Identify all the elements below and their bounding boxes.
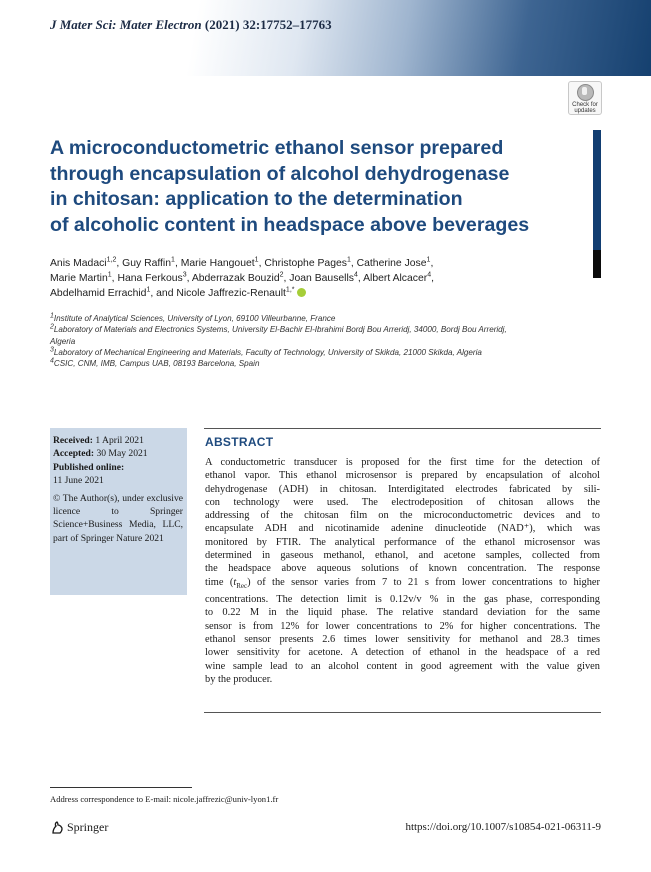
orcid-icon[interactable] bbox=[297, 288, 306, 297]
author-affiliation: 1 bbox=[426, 256, 431, 264]
accepted-line: Accepted: 30 May 2021 bbox=[53, 448, 148, 460]
author-line: Marie Martin$^1$, Hana Ferkous$^3$, Abderrazak Bouzid$^2$, Joan Bausells$^4$, Albert Alcacer$^4$, bbox=[50, 271, 435, 284]
affiliation: $^3$Laboratory of Mechanical Engineering and Materials, Faculty of Technology, University of Skikda, 21000 Skikda, Algeria bbox=[50, 346, 482, 357]
abstract-line: addressing of the chitosan film on the microconductometric devices and to bbox=[205, 510, 600, 522]
author-line: Abdelhamid Errachid$^1$, and Nicole Jaffrezic-Renault$^{1,*}$ bbox=[50, 286, 590, 301]
affiliation: $^1$Institute of Analytical Sciences, University of Lyon, 69100 Villeurbanne, France bbox=[50, 312, 336, 323]
author-name[interactable]: Abderrazak Bouzid bbox=[191, 273, 280, 284]
side-accent-bar bbox=[593, 130, 601, 250]
abstract-line: encapsulate ADH and nicotinamide adenine dinucleotide (NAD⁺), which was bbox=[205, 523, 600, 535]
author-affiliation: 4 bbox=[427, 271, 432, 279]
author-name[interactable]: Catherine Jose bbox=[356, 258, 427, 269]
abstract-line: wine sample lead to an alcohol content in good agreement with the value given bbox=[205, 660, 600, 672]
header-band bbox=[0, 0, 651, 76]
author-name[interactable]: Marie Hangouet bbox=[180, 258, 255, 269]
abstract-line: lower sensitivity for acetone. A detection of ethanol in the headspace of a red bbox=[205, 647, 600, 659]
abstract-line: the headspace above aqueous solutions of known concentration. The response bbox=[205, 563, 600, 575]
title-line: of alcoholic content in headspace above beverages bbox=[50, 213, 530, 236]
author-line: Anis Madaci$^{1,2}$, Guy Raffin$^1$, Marie Hangouet$^1$, Christophe Pages$^1$, Catherine Jose$^1$, bbox=[50, 256, 434, 269]
publisher-logo bbox=[50, 820, 108, 835]
springer-horse-icon bbox=[50, 821, 64, 835]
abstract-bottom-rule bbox=[204, 712, 601, 713]
abstract-line: determined in gaseous methanol, ethanol, and acetone samples, collected from bbox=[205, 550, 600, 562]
author-list bbox=[50, 256, 590, 301]
author-name[interactable]: Anis Madaci bbox=[50, 258, 107, 269]
author-affiliation: 3 bbox=[182, 271, 187, 279]
published-date: 11 June 2021 bbox=[53, 475, 104, 487]
doi-link[interactable]: https://doi.org/10.1007/s10854-021-06311-9 bbox=[405, 821, 601, 833]
author-affiliation: 2 bbox=[279, 271, 284, 279]
abstract-line: con technology were used. The electrodeposition of chitosan allows the bbox=[205, 496, 600, 508]
abstract-line: ethanol vapor. This ethanol microsensor is prepared by encapsulation of alcohol bbox=[205, 470, 600, 482]
author-affiliation: 1,2 bbox=[106, 256, 117, 264]
author-affiliation: 1 bbox=[171, 256, 175, 264]
license-note: © The Author(s), under exclusive licence to Springer Science+Business Media, LLC, part of Springer Nature 2021 bbox=[53, 492, 183, 544]
title-line: A microconductometric ethanol sensor prepared bbox=[50, 137, 504, 159]
journal-citation bbox=[50, 17, 332, 33]
abstract-line: dehydrogenase (ADH) in chitosan. Interdigitated electrodes fabricated by sili- bbox=[205, 483, 600, 495]
author-name[interactable]: Christophe Pages bbox=[264, 258, 347, 269]
abstract-text bbox=[205, 456, 600, 686]
abstract-line: monitored by FTIR. The analytical performance of the ethanol microsensor was bbox=[205, 536, 600, 548]
article-title bbox=[50, 136, 580, 238]
author-name[interactable]: Abdelhamid Errachid bbox=[50, 288, 147, 299]
received-line: Received: 1 April 2021 bbox=[53, 435, 144, 446]
author-name[interactable]: Nicole Jaffrezic-Renault bbox=[176, 288, 286, 299]
abstract-line: by the producer. bbox=[205, 673, 273, 685]
abstract-line: sensor is from 12% for lower concentrations to 2% for higher concentrations. The bbox=[205, 620, 600, 632]
journal-issue: (2021) 32:17752–17763 bbox=[204, 17, 332, 32]
abstract-line: time $(t_{Rec})$ of the sensor varies from 7 to 21 s from lower concentrations to higher bbox=[205, 576, 600, 590]
author-name[interactable]: Marie Martin bbox=[50, 273, 108, 284]
journal-name: J Mater Sci: Mater Electron bbox=[50, 17, 202, 32]
article-history-box bbox=[50, 428, 187, 595]
affiliation: $^2$Laboratory of Materials and Electronics Systems, University El-Bachir El-Ibrahimi Bordj Bou Arreridj, 34000, Bordj Bou Arreridj, bbox=[50, 323, 507, 335]
author-affiliation: 1 bbox=[107, 271, 112, 279]
author-name[interactable]: Guy Raffin bbox=[122, 258, 172, 269]
abstract-line: to 0.22 M in the liquid phase. The relative standard deviation for the same bbox=[205, 607, 600, 619]
published-label: Published online: bbox=[53, 461, 125, 473]
author-name[interactable]: Joan Bausells bbox=[289, 273, 354, 284]
abstract-top-rule bbox=[204, 428, 601, 429]
affiliation-list bbox=[50, 313, 590, 369]
author-affiliation: 1 bbox=[146, 286, 151, 294]
author-name[interactable]: Hana Ferkous bbox=[117, 273, 183, 284]
author-affiliation: 1 bbox=[346, 256, 351, 264]
side-accent-bar-dark bbox=[593, 250, 601, 278]
affiliation: Algeria bbox=[50, 336, 76, 346]
author-affiliation: 4 bbox=[354, 271, 358, 279]
footnote-rule bbox=[50, 787, 192, 788]
abstract-heading: ABSTRACT bbox=[205, 435, 274, 449]
publisher-name: Springer bbox=[67, 820, 109, 834]
title-line: in chitosan: application to the determination bbox=[50, 188, 463, 210]
crossmark-label: Check for updates bbox=[572, 102, 598, 114]
title-line: through encapsulation of alcohol dehydrogenase bbox=[50, 162, 510, 185]
correspondence-footnote: Address correspondence to E-mail: nicole.jaffrezic@univ-lyon1.fr bbox=[50, 794, 279, 804]
abstract-line: A conductometric transducer is proposed for the first time for the detection of bbox=[205, 457, 600, 468]
author-affiliation: 1,* bbox=[285, 286, 295, 294]
abstract-line: concentrations. The detection limit is 0.12v/v % in the gas phase, corresponding bbox=[205, 594, 600, 606]
check-for-updates-badge[interactable] bbox=[568, 81, 602, 115]
author-affiliation: 1 bbox=[254, 256, 259, 264]
author-name[interactable]: Albert Alcacer bbox=[363, 273, 428, 284]
abstract-line: ethanol sensor presents 2.6 times lower sensitivity for methanol and 28.3 times bbox=[205, 633, 600, 645]
affiliation: $^4$CSIC, CNM, IMB, Campus UAB, 08193 Barcelona, Spain bbox=[50, 357, 260, 369]
crossmark-icon bbox=[577, 84, 594, 101]
